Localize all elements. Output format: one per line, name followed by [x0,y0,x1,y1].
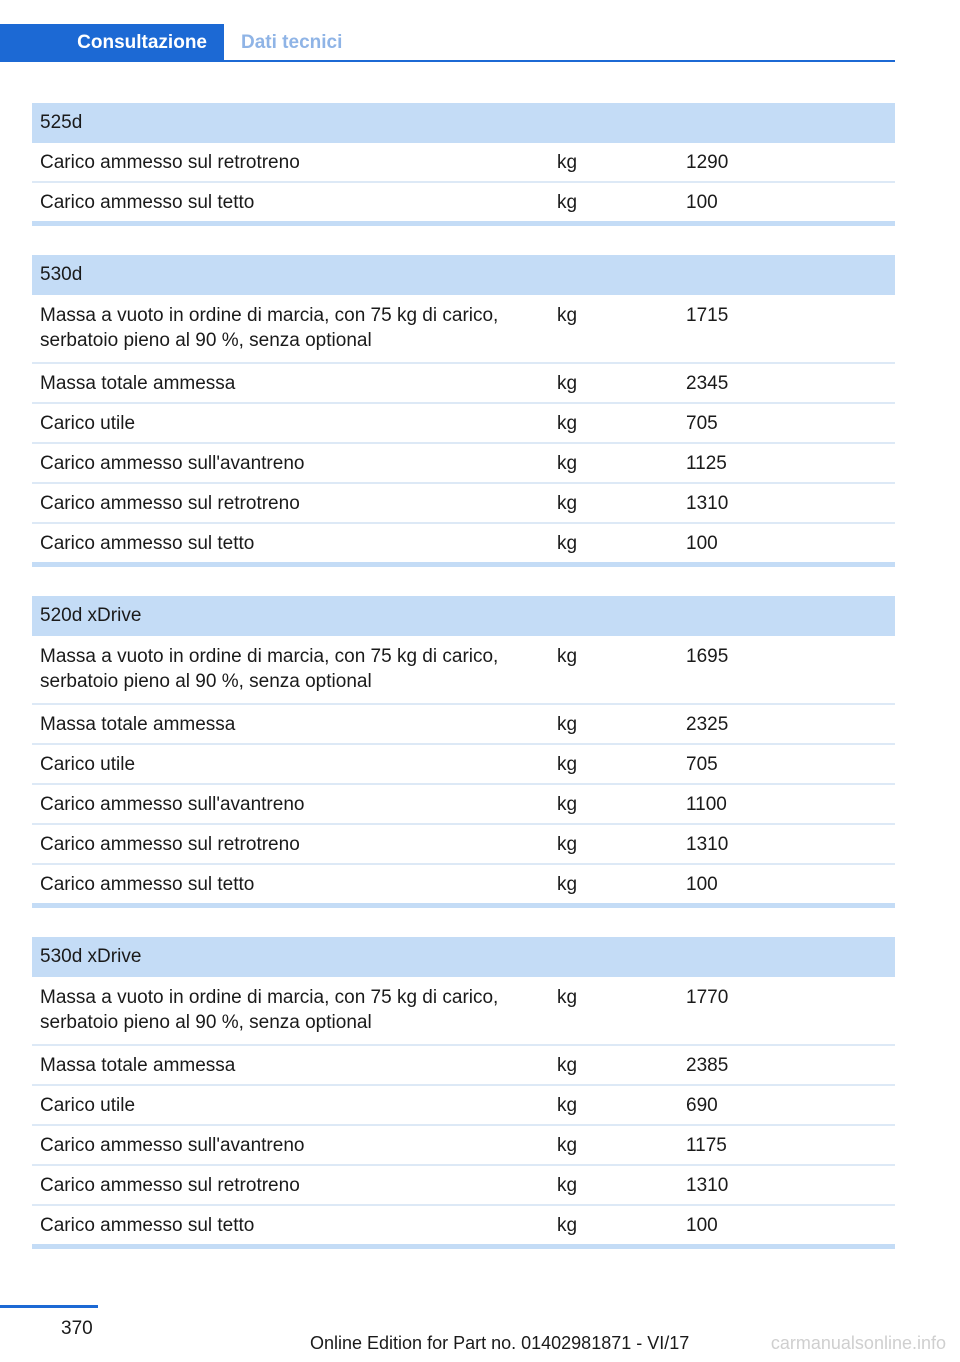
row-label: Massa totale ammessa [40,714,236,735]
spec-section-530d-xdrive [32,937,895,1249]
row-label: Carico ammesso sul tetto [40,1215,255,1236]
spec-section-520d-xdrive [32,596,895,908]
row-value: 705 [686,413,718,434]
table-row [32,143,895,183]
table-row [32,183,895,226]
row-label: Carico ammesso sul retrotreno [40,834,300,855]
row-value: 1310 [686,1175,729,1196]
row-value: 1175 [686,1135,727,1156]
row-unit: kg [557,413,578,434]
row-label: Carico ammesso sul retrotreno [40,1175,300,1196]
row-unit: kg [557,152,578,173]
row-value: 1310 [686,493,729,514]
row-unit: kg [557,192,578,213]
row-label: Massa totale ammessa [40,373,236,394]
table-row [32,484,895,524]
table-row [32,636,895,705]
row-unit: kg [557,453,578,474]
row-label: Carico ammesso sul tetto [40,192,255,213]
row-unit: kg [557,714,578,735]
row-value: 100 [686,192,718,213]
table-row [32,1126,895,1166]
table-row [32,745,895,785]
row-value: 2345 [686,373,729,394]
table-row [32,524,895,567]
tab-consultazione[interactable]: Consultazione [0,24,224,62]
row-label: Carico utile [40,413,136,434]
row-value: 1290 [686,152,729,173]
page-number: 370 [61,1318,93,1339]
row-unit: kg [557,1135,578,1156]
row-value: 1695 [686,646,729,667]
row-label: Carico ammesso sul tetto [40,874,255,895]
spec-section-530d [32,255,895,567]
table-row [32,705,895,745]
row-unit: kg [557,794,578,815]
footer-divider [0,1305,98,1308]
row-label: Carico ammesso sull'avantreno [40,453,305,474]
row-label: Carico ammesso sull'avantreno [40,1135,305,1156]
section-title: 525d [32,103,895,143]
table-row [32,785,895,825]
row-value: 100 [686,1215,718,1236]
spec-section-525d [32,103,895,226]
row-value: 1715 [686,305,729,326]
row-unit: kg [557,987,578,1008]
row-value: 1770 [686,987,729,1008]
row-value: 1125 [686,453,727,474]
section-title: 530d [32,255,895,295]
row-label: Carico utile [40,1095,136,1116]
table-row [32,1046,895,1086]
row-value: 2385 [686,1055,729,1076]
row-label: Massa a vuoto in ordine di marcia, con 75 kg di carico, serbatoio pieno al 90 %, senza optional [40,987,499,1033]
table-row [32,1086,895,1126]
row-unit: kg [557,874,578,895]
table-row [32,364,895,404]
section-title: 530d xDrive [32,937,895,977]
edition-text: Online Edition for Part no. 01402981871 - VI/17 [310,1333,690,1353]
row-value: 2325 [686,714,729,735]
row-unit: kg [557,1095,578,1116]
table-row [32,295,895,364]
row-unit: kg [557,493,578,514]
tab-dati-tecnici[interactable]: Dati tecnici [241,32,343,53]
page-header [0,0,960,62]
row-label: Carico utile [40,754,136,775]
row-label: Carico ammesso sul retrotreno [40,493,300,514]
table-row [32,1206,895,1249]
row-unit: kg [557,533,578,554]
row-label: Massa a vuoto in ordine di marcia, con 75 kg di carico, serbatoio pieno al 90 %, senza optional [40,646,499,692]
row-value: 100 [686,874,718,895]
table-row [32,825,895,865]
row-unit: kg [557,646,578,667]
row-value: 100 [686,533,718,554]
spec-tables [32,103,895,1278]
row-label: Carico ammesso sul tetto [40,533,255,554]
row-unit: kg [557,373,578,394]
row-value: 1100 [686,794,727,815]
row-label: Massa a vuoto in ordine di marcia, con 75 kg di carico, serbatoio pieno al 90 %, senza optional [40,305,499,351]
table-row [32,404,895,444]
row-unit: kg [557,1215,578,1236]
watermark: carmanualsonline.info [770,1333,946,1353]
table-row [32,1166,895,1206]
row-unit: kg [557,754,578,775]
row-label: Massa totale ammessa [40,1055,236,1076]
row-value: 705 [686,754,718,775]
table-row [32,865,895,908]
header-divider [224,60,895,62]
row-label: Carico ammesso sull'avantreno [40,794,305,815]
section-title: 520d xDrive [32,596,895,636]
row-unit: kg [557,1055,578,1076]
row-value: 1310 [686,834,729,855]
table-row [32,444,895,484]
table-row [32,977,895,1046]
row-unit: kg [557,834,578,855]
row-label: Carico ammesso sul retrotreno [40,152,300,173]
row-unit: kg [557,305,578,326]
row-value: 690 [686,1095,718,1116]
row-unit: kg [557,1175,578,1196]
